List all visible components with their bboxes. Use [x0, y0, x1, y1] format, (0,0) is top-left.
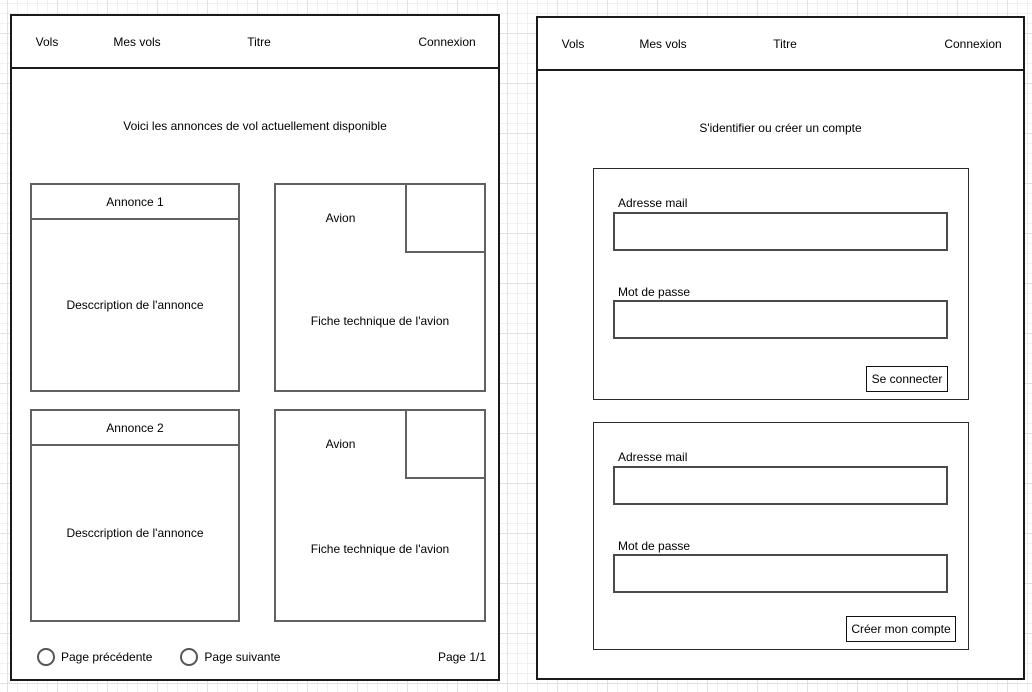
login-submit-button[interactable]: Se connecter	[866, 366, 948, 392]
login-email-input[interactable]	[613, 212, 948, 251]
auth-page-title: S'identifier ou créer un compte	[699, 121, 862, 135]
avion-card-1-title: Avion	[325, 211, 356, 225]
nav-item-connexion[interactable]: Connexion	[944, 36, 1002, 51]
annonce-card-2	[30, 409, 240, 622]
auth-navbar	[538, 18, 1023, 71]
avion-card-1	[274, 183, 486, 392]
flights-page-title: Voici les annonces de vol actuellement disponible	[123, 119, 387, 133]
login-password-label: Mot de passe	[618, 285, 691, 299]
annonce-card-1-description: Desccription de l'annonce	[66, 298, 204, 312]
nav-item-titre[interactable]: Titre	[773, 36, 797, 51]
flights-page-frame	[10, 14, 500, 681]
prev-page-radio-icon[interactable]	[37, 648, 55, 666]
auth-page-frame	[536, 16, 1025, 680]
nav-item-vols[interactable]: Vols	[35, 34, 59, 49]
prev-page-label[interactable]: Page précédente	[61, 650, 153, 664]
login-email-label: Adresse mail	[618, 196, 688, 210]
pagination-bar	[37, 647, 486, 667]
avion-card-2	[274, 409, 486, 622]
next-page-label[interactable]: Page suivante	[204, 650, 281, 664]
page-indicator: Page 1/1	[437, 650, 486, 664]
annonce-card-2-description: Desccription de l'annonce	[66, 526, 204, 540]
annonce-card-1-header: Annonce 1	[32, 185, 238, 220]
avion-card-2-image-placeholder	[405, 409, 486, 479]
signup-email-input[interactable]	[613, 466, 948, 505]
signup-password-label: Mot de passe	[618, 539, 691, 553]
signup-email-label: Adresse mail	[618, 450, 688, 464]
login-password-input[interactable]	[613, 300, 948, 339]
signup-password-input[interactable]	[613, 554, 948, 593]
avion-card-2-title: Avion	[325, 437, 356, 451]
flights-navbar	[12, 16, 498, 69]
signup-submit-button[interactable]: Créer mon compte	[846, 616, 956, 642]
annonce-card-2-header: Annonce 2	[32, 411, 238, 446]
annonce-card-1	[30, 183, 240, 392]
nav-item-mes-vols[interactable]: Mes vols	[639, 36, 687, 51]
avion-card-1-image-placeholder	[405, 183, 486, 253]
signup-form	[593, 422, 969, 650]
nav-item-connexion[interactable]: Connexion	[418, 34, 476, 49]
next-page-radio-icon[interactable]	[180, 648, 198, 666]
nav-item-titre[interactable]: Titre	[247, 34, 271, 49]
login-form	[593, 168, 969, 400]
avion-card-1-fiche: Fiche technique de l'avion	[310, 313, 450, 328]
avion-card-2-fiche: Fiche technique de l'avion	[310, 541, 450, 556]
nav-item-mes-vols[interactable]: Mes vols	[113, 34, 161, 49]
nav-item-vols[interactable]: Vols	[561, 36, 585, 51]
